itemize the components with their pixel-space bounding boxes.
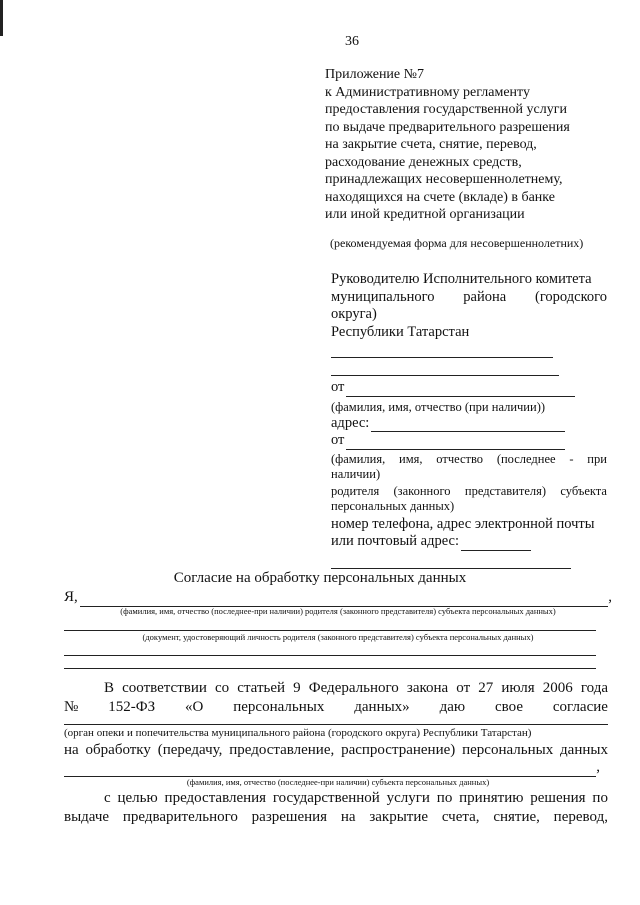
from-blank-2[interactable] [346,435,565,450]
word: предоставление, [229,742,335,758]
word: района [463,288,507,305]
fio-hint: (фамилия, имя, отчество (при наличии)) [331,399,546,414]
word: на [340,809,356,825]
subject-blank[interactable] [64,761,596,777]
address-blank[interactable] [371,417,565,432]
word: - [569,451,574,466]
word: предоставления [164,790,267,806]
form-note: (рекомендуемая форма для несовершеннолетних) [330,236,584,250]
word: представителя) [464,483,547,498]
subject-end: , [596,759,600,775]
appendix-line: или иной кредитной организации [325,207,525,222]
caption-fio-subject: (фамилия, имя, отчество (последнее-при наличии) субъекта персональных данных) [186,777,490,787]
word: данных [560,742,608,758]
para-1-line [104,679,608,698]
word: родителя [331,483,380,498]
postal-blank[interactable] [461,536,531,551]
word: обработку [85,742,151,758]
addressee-block [331,271,607,569]
addressee-blank-line[interactable] [331,341,553,358]
word: данных» [354,699,410,715]
addressee-line: Руководителю Исполнительного комитета [331,271,592,287]
word: выдаче [64,809,110,825]
page-number: 36 [345,34,359,49]
word: целью [117,790,158,806]
i-end: , [608,589,612,605]
word: имя, [399,451,423,466]
word: года [580,680,608,696]
word: (городского [535,288,607,305]
word: при [587,451,607,466]
word: со [215,680,230,696]
word: 27 [478,680,494,696]
fio-hint-2 [331,452,607,467]
from-label: от [331,379,345,395]
word: с [104,790,111,806]
word: (передачу, [157,742,223,758]
word: разрешения [251,809,328,825]
caption-document: (документ, удостоверяющий личность родителя (законного представителя) субъекта персональных данных) [142,632,534,642]
word: (законного [393,483,451,498]
appendix-line: Приложение №7 [325,67,424,82]
caption-authority: (орган опеки и попечительства муниципального района (городского округа) Республики Татарстан) [64,727,532,739]
appendix-line: предоставления государственной услуги [325,102,567,117]
word: согласие [552,699,608,715]
word: снятие, [493,809,540,825]
word: закрытие [369,809,429,825]
word: июля [501,680,535,696]
word: статьей [237,680,286,696]
document-blank-line[interactable] [64,630,596,631]
parent-hint [331,484,607,499]
addressee-blank-line[interactable] [331,358,559,376]
from-blank[interactable] [346,382,575,397]
word: В [104,680,115,696]
word: решения [530,790,586,806]
word: распространение) [341,742,456,758]
subject-field[interactable] [64,758,600,777]
addressee-line: округа) [331,306,377,322]
word: государственной [272,790,380,806]
i-row [64,588,612,607]
i-label: Я, [64,589,78,605]
word: субъекта [560,483,607,498]
appendix-line: расходование денежных средств, [325,154,522,170]
word: по [436,790,453,806]
para-1b-line [64,698,608,717]
word: закона [406,680,449,696]
caption-fio-parent: (фамилия, имя, отчество (последнее-при наличии) родителя (законного представителя) субъекта персональных данных) [120,606,556,616]
word: (последнее [496,451,556,466]
word: даю [439,699,466,715]
scan-edge-mark [0,0,3,36]
postal-field[interactable] [331,533,531,551]
phone-email-label: номер телефона, адрес электронной почты [331,515,595,532]
word: муниципального [331,288,435,305]
word: 9 [293,680,301,696]
addressee-line [331,289,607,307]
appendix-line: к Административному регламенту [325,84,530,100]
word: персональных [462,742,554,758]
consent-title: Согласие на обработку персональных данных [173,570,467,586]
from-field[interactable] [331,379,575,397]
word: счета, [441,809,480,825]
word: услуги [386,790,430,806]
word: № [64,699,79,715]
word: свое [495,699,523,715]
appendix-line: принадлежащих несовершеннолетнему, [325,172,563,187]
word: от [456,680,471,696]
appendix-line: по выдаче предварительного разрешения [325,119,570,135]
word: персональных [233,699,325,715]
document-blank-line-2[interactable] [64,655,596,656]
address-field[interactable] [331,415,565,433]
from-field-2[interactable] [331,432,565,450]
word: предварительного [122,809,238,825]
para-3-line [104,789,608,808]
word: отчество [436,451,484,466]
word: по [592,790,608,806]
word: 2006 [542,680,573,696]
word: перевод, [553,809,608,825]
word: соответствии [122,680,207,696]
i-blank[interactable] [80,591,608,607]
para-4-line [64,808,608,827]
authority-blank-line[interactable] [64,724,608,725]
word: 152-ФЗ [108,699,156,715]
appendix-header [325,66,625,224]
postal-label: или почтовый адрес: [331,533,460,549]
document-blank-line-3[interactable] [64,668,596,669]
appendix-line: на закрытие счета, снятие, перевод, [325,137,537,152]
addressee-line: Республики Татарстан [331,323,470,340]
word: «О [185,699,204,715]
word: на [64,742,79,758]
address-label: адрес: [331,414,370,431]
word: принятию [459,790,524,806]
fio-hint-2-cont: наличии) [331,466,381,481]
word: Федерального [308,680,399,696]
parent-hint-cont: персональных данных) [331,498,455,513]
word: (фамилия, [331,451,386,466]
appendix-line: находящихся на счете (вкладе) в банке [325,189,555,205]
i-field [64,588,612,607]
postal-blank-line[interactable] [331,551,571,569]
from-label-2: от [331,432,345,448]
